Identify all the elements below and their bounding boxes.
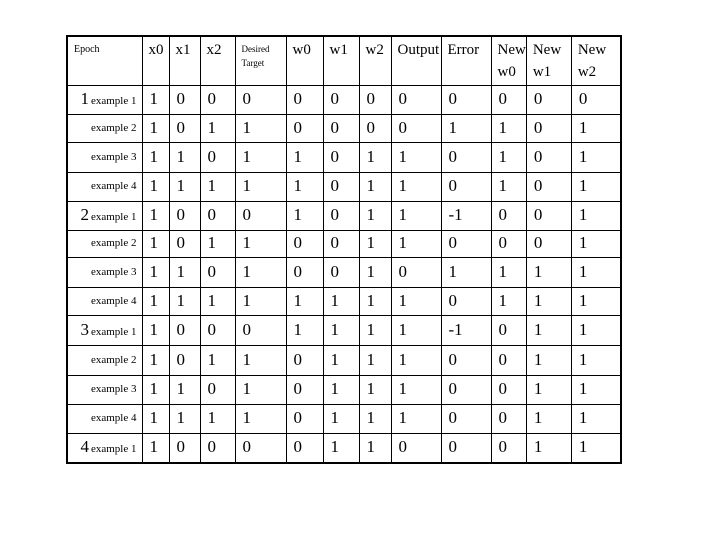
column-header-label: x2 [206, 42, 222, 58]
column-header [441, 36, 491, 85]
value-cell: 1 [526, 287, 571, 315]
value-cell: 0 [323, 114, 359, 142]
value-cell: 0 [441, 142, 491, 172]
column-header-label: Error [447, 42, 480, 58]
value-cell: 1 [359, 172, 391, 201]
header-row [67, 36, 621, 85]
example-label: example 2 [90, 353, 137, 366]
value-cell: 0 [491, 201, 526, 230]
value-cell: 0 [526, 142, 571, 172]
column-header [67, 36, 142, 85]
column-header-label: w2 [365, 42, 384, 58]
epoch-cell [67, 315, 142, 345]
value-cell: 1 [571, 433, 621, 463]
value-cell: 0 [169, 85, 200, 114]
value-cell: 0 [286, 433, 323, 463]
value-cell: 1 [571, 345, 621, 375]
value-cell: 1 [200, 287, 235, 315]
value-cell: 1 [359, 142, 391, 172]
value-cell: 1 [286, 142, 323, 172]
epoch-cell [67, 345, 142, 375]
value-cell: 1 [142, 85, 169, 114]
value-cell: 1 [441, 114, 491, 142]
epoch-number: 2 [80, 205, 89, 225]
value-cell: 1 [323, 287, 359, 315]
value-cell: 1 [323, 433, 359, 463]
column-header-label: New [577, 42, 607, 58]
value-cell: 1 [359, 230, 391, 257]
value-cell: 1 [200, 404, 235, 433]
table-row [67, 433, 621, 463]
table-row [67, 287, 621, 315]
value-cell: 1 [200, 172, 235, 201]
value-cell: 0 [491, 315, 526, 345]
value-cell: 0 [200, 375, 235, 404]
column-header [491, 36, 526, 85]
value-cell: 1 [169, 287, 200, 315]
value-cell: 0 [169, 433, 200, 463]
epoch-cell [67, 375, 142, 404]
epoch-cell [67, 142, 142, 172]
value-cell: 1 [235, 345, 286, 375]
value-cell: 1 [142, 375, 169, 404]
value-cell: 0 [323, 142, 359, 172]
value-cell: 0 [286, 345, 323, 375]
value-cell: 0 [526, 85, 571, 114]
value-cell: 1 [235, 230, 286, 257]
value-cell: 1 [491, 287, 526, 315]
value-cell: 0 [286, 230, 323, 257]
value-cell: 1 [571, 315, 621, 345]
value-cell: 0 [526, 201, 571, 230]
value-cell: 1 [235, 375, 286, 404]
table-row [67, 257, 621, 287]
column-header-sublabel: w1 [532, 63, 552, 80]
value-cell: 1 [391, 142, 441, 172]
epoch-cell [67, 85, 142, 114]
value-cell: 0 [391, 257, 441, 287]
value-cell: 0 [286, 375, 323, 404]
value-cell: 1 [526, 315, 571, 345]
value-cell: 1 [323, 315, 359, 345]
value-cell: 1 [200, 230, 235, 257]
table-row [67, 404, 621, 433]
value-cell: 1 [526, 433, 571, 463]
example-label: example 3 [90, 383, 137, 396]
example-label: example 4 [90, 180, 137, 193]
value-cell: 0 [169, 230, 200, 257]
value-cell: 1 [391, 345, 441, 375]
value-cell: 0 [571, 85, 621, 114]
value-cell: 0 [169, 201, 200, 230]
value-cell: 0 [441, 172, 491, 201]
value-cell: 0 [526, 172, 571, 201]
value-cell: 0 [323, 85, 359, 114]
value-cell: 1 [235, 172, 286, 201]
column-header-label: Epoch [74, 44, 100, 55]
value-cell: 0 [286, 404, 323, 433]
table-row [67, 85, 621, 114]
value-cell: 0 [491, 433, 526, 463]
value-cell: 0 [491, 404, 526, 433]
value-cell: 0 [323, 172, 359, 201]
epoch-cell [67, 114, 142, 142]
value-cell: 1 [200, 114, 235, 142]
table-row [67, 375, 621, 404]
value-cell: 1 [323, 375, 359, 404]
value-cell: 0 [391, 433, 441, 463]
value-cell: 1 [169, 404, 200, 433]
value-cell: 0 [491, 230, 526, 257]
value-cell: 1 [142, 404, 169, 433]
value-cell: 1 [359, 257, 391, 287]
value-cell: 1 [571, 201, 621, 230]
value-cell: 1 [169, 142, 200, 172]
value-cell: 1 [359, 315, 391, 345]
value-cell: 0 [200, 142, 235, 172]
example-label: example 3 [90, 150, 137, 163]
value-cell: 0 [441, 375, 491, 404]
value-cell: 0 [286, 114, 323, 142]
table-row [67, 345, 621, 375]
example-label: example 4 [90, 294, 137, 307]
value-cell: 0 [235, 201, 286, 230]
value-cell: 1 [441, 257, 491, 287]
value-cell: 1 [526, 345, 571, 375]
table-row [67, 201, 621, 230]
value-cell: 0 [359, 114, 391, 142]
value-cell: 0 [323, 257, 359, 287]
value-cell: 0 [359, 85, 391, 114]
table-row [67, 172, 621, 201]
column-header [391, 36, 441, 85]
value-cell: 0 [200, 257, 235, 287]
value-cell: 1 [359, 201, 391, 230]
column-header-sublabel: w0 [497, 63, 516, 80]
value-cell: 1 [571, 142, 621, 172]
value-cell: 1 [526, 375, 571, 404]
value-cell: 1 [286, 172, 323, 201]
value-cell: 1 [391, 375, 441, 404]
value-cell: 1 [235, 114, 286, 142]
epoch-cell [67, 230, 142, 257]
value-cell: -1 [441, 201, 491, 230]
epoch-cell [67, 172, 142, 201]
value-cell: 0 [441, 287, 491, 315]
column-header-label: w0 [292, 42, 311, 58]
value-cell: 0 [441, 85, 491, 114]
column-header [169, 36, 200, 85]
value-cell: 0 [441, 345, 491, 375]
column-header [200, 36, 235, 85]
column-header [235, 36, 286, 85]
value-cell: 0 [286, 257, 323, 287]
column-header-label: New [497, 42, 526, 58]
value-cell: 1 [491, 142, 526, 172]
value-cell: 1 [391, 230, 441, 257]
column-header [286, 36, 323, 85]
value-cell: 1 [571, 404, 621, 433]
column-header [359, 36, 391, 85]
value-cell: 0 [323, 201, 359, 230]
example-label: example 2 [90, 121, 137, 134]
value-cell: 1 [359, 287, 391, 315]
example-label: example 1 [90, 211, 137, 224]
column-header [323, 36, 359, 85]
value-cell: 1 [235, 287, 286, 315]
column-header [526, 36, 571, 85]
table-row [67, 315, 621, 345]
value-cell: 0 [169, 114, 200, 142]
column-header-label: Desired [241, 44, 270, 54]
value-cell: 0 [391, 85, 441, 114]
training-table [66, 35, 622, 464]
value-cell: 1 [235, 142, 286, 172]
value-cell: 1 [571, 230, 621, 257]
value-cell: -1 [441, 315, 491, 345]
value-cell: 0 [286, 85, 323, 114]
value-cell: 0 [391, 114, 441, 142]
table-row [67, 114, 621, 142]
value-cell: 1 [323, 404, 359, 433]
value-cell: 1 [571, 257, 621, 287]
value-cell: 0 [200, 85, 235, 114]
value-cell: 1 [571, 172, 621, 201]
example-label: example 1 [90, 443, 137, 456]
example-label: example 1 [90, 95, 137, 108]
value-cell: 1 [142, 114, 169, 142]
column-header-sublabel: w2 [577, 63, 597, 80]
epoch-number: 1 [80, 89, 89, 109]
column-header-sublabel: Target [241, 57, 265, 68]
value-cell: 1 [200, 345, 235, 375]
value-cell: 1 [571, 375, 621, 404]
column-header [142, 36, 169, 85]
value-cell: 1 [571, 114, 621, 142]
value-cell: 1 [526, 257, 571, 287]
value-cell: 1 [491, 257, 526, 287]
value-cell: 1 [571, 287, 621, 315]
value-cell: 0 [200, 433, 235, 463]
value-cell: 1 [235, 404, 286, 433]
value-cell: 0 [200, 201, 235, 230]
epoch-cell [67, 287, 142, 315]
value-cell: 0 [235, 85, 286, 114]
value-cell: 0 [491, 345, 526, 375]
value-cell: 1 [142, 172, 169, 201]
value-cell: 1 [391, 287, 441, 315]
table-row [67, 142, 621, 172]
value-cell: 1 [286, 315, 323, 345]
value-cell: 1 [142, 345, 169, 375]
value-cell: 0 [491, 85, 526, 114]
epoch-number: 4 [80, 437, 89, 457]
table-row [67, 230, 621, 257]
value-cell: 1 [359, 345, 391, 375]
value-cell: 0 [491, 375, 526, 404]
value-cell: 0 [526, 114, 571, 142]
value-cell: 1 [359, 404, 391, 433]
value-cell: 1 [142, 230, 169, 257]
example-label: example 4 [90, 412, 137, 425]
value-cell: 1 [142, 257, 169, 287]
value-cell: 0 [441, 433, 491, 463]
value-cell: 0 [441, 404, 491, 433]
value-cell: 0 [235, 315, 286, 345]
value-cell: 1 [391, 201, 441, 230]
value-cell: 0 [441, 230, 491, 257]
value-cell: 0 [200, 315, 235, 345]
value-cell: 1 [491, 114, 526, 142]
value-cell: 1 [359, 433, 391, 463]
column-header-label: x0 [148, 42, 164, 58]
value-cell: 1 [491, 172, 526, 201]
value-cell: 0 [169, 315, 200, 345]
value-cell: 1 [142, 142, 169, 172]
column-header-label: New [532, 42, 562, 58]
value-cell: 1 [169, 257, 200, 287]
value-cell: 1 [169, 172, 200, 201]
value-cell: 1 [169, 375, 200, 404]
value-cell: 1 [235, 257, 286, 287]
epoch-number: 3 [80, 319, 89, 339]
value-cell: 1 [142, 315, 169, 345]
column-header [571, 36, 621, 85]
value-cell: 0 [526, 230, 571, 257]
column-header-label: Output [397, 42, 440, 58]
value-cell: 1 [142, 201, 169, 230]
value-cell: 1 [286, 201, 323, 230]
column-header-label: x1 [175, 42, 191, 58]
example-label: example 2 [90, 237, 137, 250]
example-label: example 1 [90, 325, 137, 338]
value-cell: 0 [169, 345, 200, 375]
value-cell: 1 [142, 433, 169, 463]
value-cell: 1 [391, 315, 441, 345]
epoch-cell [67, 433, 142, 463]
column-header-label: w1 [329, 42, 348, 58]
epoch-cell [67, 201, 142, 230]
value-cell: 1 [142, 287, 169, 315]
example-label: example 3 [90, 265, 137, 278]
epoch-cell [67, 257, 142, 287]
value-cell: 1 [323, 345, 359, 375]
table-body [67, 85, 621, 463]
epoch-cell [67, 404, 142, 433]
value-cell: 1 [391, 404, 441, 433]
value-cell: 0 [323, 230, 359, 257]
value-cell: 1 [359, 375, 391, 404]
value-cell: 1 [391, 172, 441, 201]
value-cell: 1 [526, 404, 571, 433]
value-cell: 0 [235, 433, 286, 463]
value-cell: 1 [286, 287, 323, 315]
